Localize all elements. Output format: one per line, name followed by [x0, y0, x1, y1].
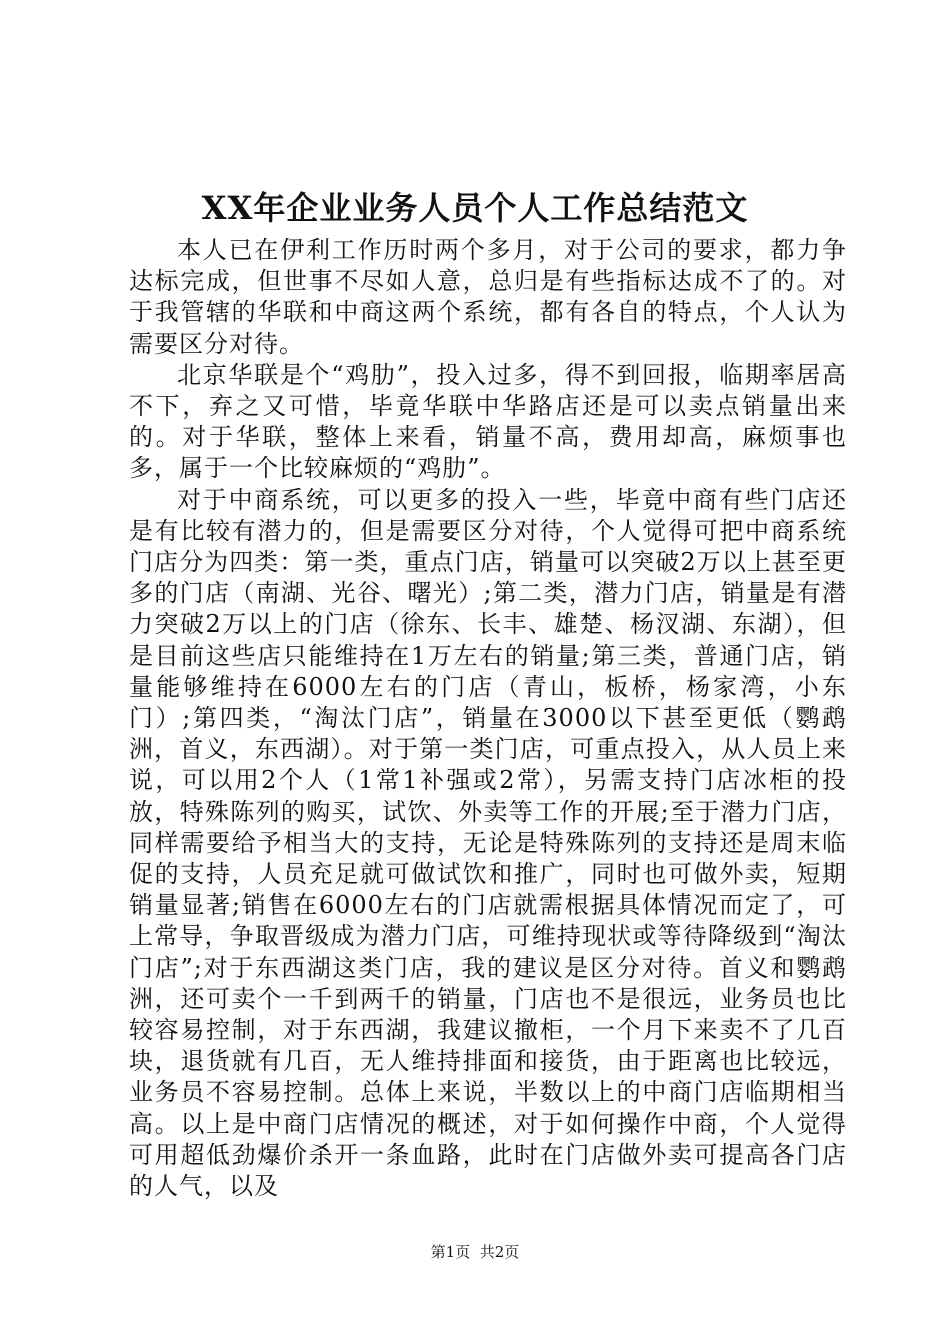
page-number: 第1页	[430, 1243, 471, 1261]
paragraph: 北京华联是个“鸡肋”，投入过多，得不到回报，临期率居高不下，弃之又可惜，毕竟华联中华路店还是可以卖点销量出来的。对于华联，整体上来看，销量不高，费用却高，麻烦事也多，属于一个比较麻烦的“鸡肋”。	[129, 360, 847, 483]
paragraph: 本人已在伊利工作历时两个多月，对于公司的要求，都力争达标完成，但世事不尽如人意，总归是有些指标达成不了的。对于我管辖的华联和中商这两个系统，都有各自的特点，个人认为需要区分对待。	[129, 236, 847, 358]
document-body	[129, 235, 847, 1202]
document-title: XX年企业业务人员个人工作总结范文	[201, 189, 749, 227]
page-total: 共2页	[479, 1243, 520, 1261]
paragraph: 对于中商系统，可以更多的投入一些，毕竟中商有些门店还是有比较有潜力的，但是需要区分对待，个人觉得可把中商系统门店分为四类：第一类，重点门店，销量可以突破2万以上甚至更多的门店（南湖、光谷、曙光）;第二类，潜力门店，销量是有潜力突破2万以上的门店（徐东、长丰、雄楚、杨汊湖、东湖），但是目前这些店只能维持在1万左右的销量;第三类，普通门店，销量能够维持在6000左右的门店（青山，板桥，杨家湾，小东门）;第四类，“淘汰门店”，销量在3000以下甚至更低（鹦鹉洲，首义，东西湖）。对于第一类门店，可重点投入，从人员上来说，可以用2个人（1常1补强或2常），另需支持门店冰柜的投放，特殊陈列的购买，试饮、外卖等工作的开展;至于潜力门店，同样需要给予相当大的支持，无论是特殊陈列的支持还是周末临促的支持，人员充足就可做试饮和推广，同时也可做外卖，短期销量显著;销售在6000左右的门店就需根据具体情况而定了，可上常导，争取晋级成为潜力门店，可维持现状或等待降级到“淘汰门店”;对于东西湖这类门店，我的建议是区分对待。首义和鹦鹉洲，还可卖个一千到两千的销量，门店也不是很远，业务员也比较容易控制，对于东西湖，我建议撤柜，一个月下来卖不了几百块，退货就有几百，无人维持排面和接货，由于距离也比较远，业务员不容易控制。总体上来说，半数以上的中商门店临期相当高。以上是中商门店情况的概述，对于如何操作中商，个人觉得可用超低劲爆价杀开一条血路，此时在门店做外卖可提高各门店的人气，以及	[129, 485, 847, 1201]
page-footer	[0, 1242, 950, 1262]
